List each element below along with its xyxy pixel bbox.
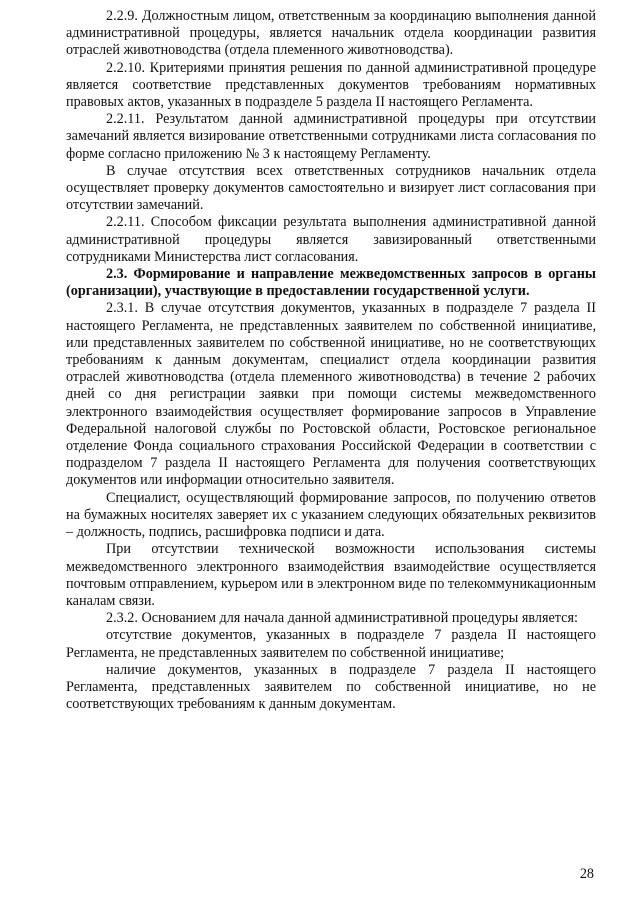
paragraph-presence-of-documents: наличие документов, указанных в подразделе 7 раздела II настоящего Регламента, представленных заявителем по собственной инициативе, но не соответствующих требованиям к данным документам.	[66, 661, 596, 713]
paragraph-specialist-responses: Специалист, осуществляющий формирование запросов, по получению ответов на бумажных носителях заверяет их с указанием следующих обязательных реквизитов – должность, подпись, расшифровка подписи и дата.	[66, 489, 596, 541]
paragraph-2-2-11-fixation: 2.2.11. Способом фиксации результата выполнения административной данной административной процедуры является завизированный ответственными сотрудниками Министерства лист согласования.	[66, 214, 596, 265]
paragraph-absence-of-staff: В случае отсутствия всех ответственных сотрудников начальник отдела осуществляет проверку документов самостоятельно и визирует лист согласования при отсутствии замечаний.	[66, 162, 596, 214]
paragraph-absence-of-documents: отсутствие документов, указанных в подразделе 7 раздела II настоящего Регламента, не представленных заявителем по собственной инициативе;	[66, 627, 596, 661]
paragraph-no-technical-possibility: При отсутствии технической возможности использования системы межведомственного электронного взаимодействия взаимодействие осуществляется почтовым отправлением, курьером или в электронном виде по телекоммуникационным каналам связи.	[66, 541, 596, 609]
section-heading-2-3: 2.3. Формирование и направление межведомственных запросов в органы (организации), участвующие в предоставлении государственной услуги.	[66, 266, 596, 300]
paragraph-2-2-10: 2.2.10. Критериями принятия решения по данной административной процедуре является соответствие представленных документов требованиям нормативных правовых актов, указанных в подразделе 5 раздела II настоящего Регламента.	[66, 59, 596, 111]
document-page	[66, 8, 596, 713]
paragraph-2-3-1: 2.3.1. В случае отсутствия документов, указанных в подразделе 7 раздела II настоящего Регламента, не представленных заявителем по собственной инициативе, или представленных заявителем по собственной инициативе, но не соответствующих требованиям к данным документам, специалист отдела координации развития отраслей животноводства (отдела племенного животноводства) в течение 2 рабочих дней со дня регистрации заявки при помощи системы межведомственного электронного взаимодействия осуществляет формирование запросов в Управление Федеральной налоговой службы по Ростовской области, Ростовское региональное отделение Фонда социального страхования Российской Федерации в соответствии с подразделом 7 раздела II настоящего Регламента для получения соответствующих документов или информации относительно заявителя.	[66, 300, 596, 489]
paragraph-2-2-9: 2.2.9. Должностным лицом, ответственным за координацию выполнения данной административной процедуры, является начальник отдела координации развития отраслей животноводства (отдела племенного животноводства).	[66, 8, 596, 59]
page-number: 28	[579, 866, 594, 882]
paragraph-2-2-11: 2.2.11. Результатом данной административной процедуры при отсутствии замечаний является визирование ответственными сотрудниками листа согласования по форме согласно приложению № 3 к настоящему Регламенту.	[66, 111, 596, 162]
paragraph-2-3-2: 2.3.2. Основанием для начала данной административной процедуры является:	[106, 610, 578, 627]
